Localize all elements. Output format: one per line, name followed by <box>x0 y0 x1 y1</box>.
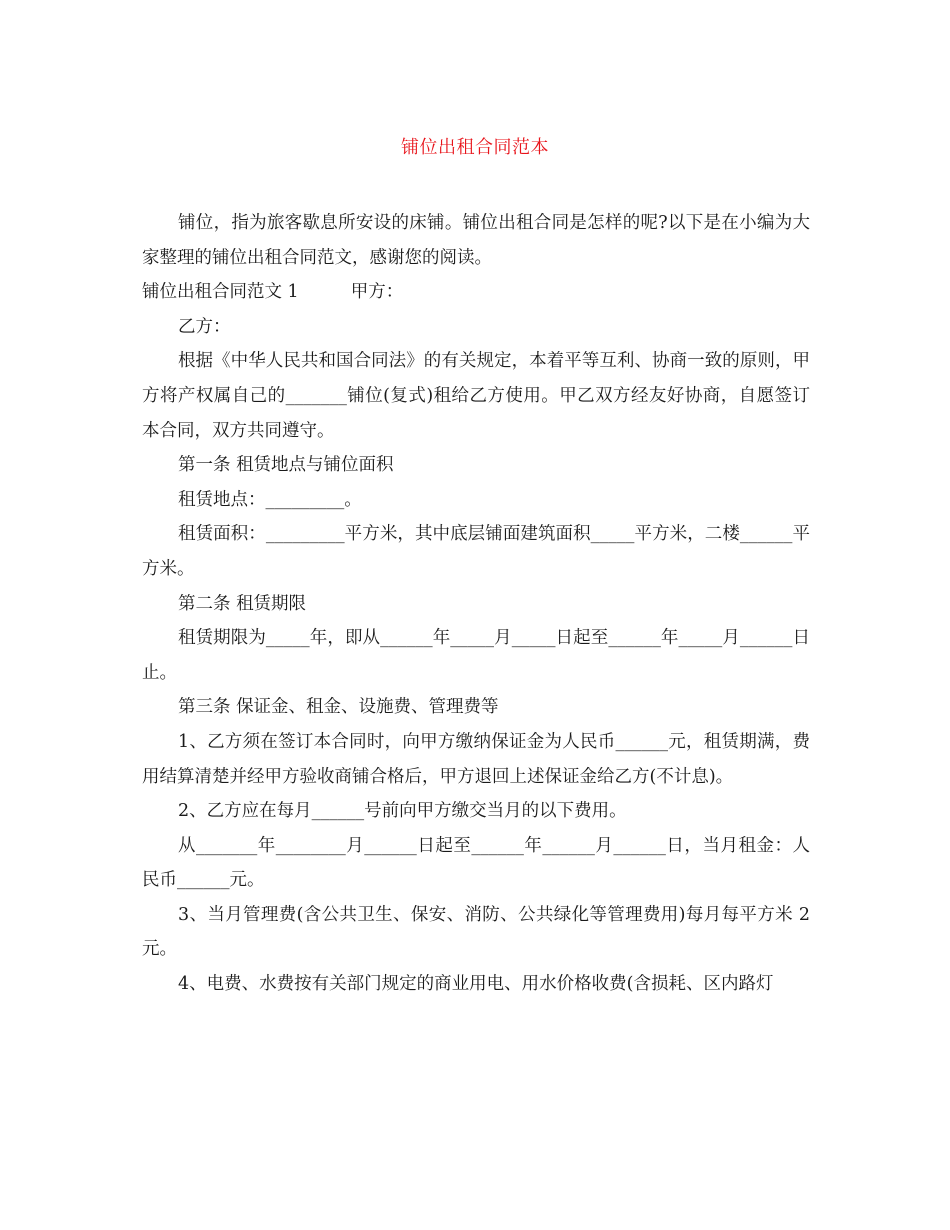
article-3-item-1: 1、乙方须在签订本合同时，向甲方缴纳保证金为人民币______元，租赁期满，费用结算清楚并经甲方验收商铺合格后，甲方退回上述保证金给乙方(不计息)。 <box>142 731 810 787</box>
article-2-term: 租赁期限为_____年，即从______年_____月_____日起至______年_____月______日止。 <box>142 628 810 683</box>
article-1-location: 租赁地点：_________。 <box>178 489 362 510</box>
article-3-item-3: 3、当月管理费(含公共卫生、保安、消防、公共绿化等管理费用)每月每平方米 2 元。 <box>142 904 810 960</box>
preamble-paragraph: 根据《中华人民共和国合同法》的有关规定，本着平等互利、协商一致的原则，甲方将产权属自己的_______铺位(复式)租给乙方使用。甲乙双方经友好协商，自愿签订本合同，双方共同遵守。 <box>142 351 810 441</box>
article-1-area: 租赁面积：_________平方米，其中底层铺面建筑面积_____平方米，二楼______平方米。 <box>142 524 810 579</box>
article-3-item-2: 2、乙方应在每月______号前向甲方缴交当月的以下费用。 <box>178 801 627 822</box>
article-1-title: 第一条 租赁地点与铺位面积 <box>178 455 394 476</box>
article-2-title: 第二条 租赁期限 <box>178 593 307 614</box>
section-heading: 铺位出租合同范文 1 <box>142 282 299 303</box>
article-3-item-2-detail: 从_______年________月______日起至______年______月______日，当月租金：人民币______元。 <box>142 835 810 891</box>
section-heading-line <box>142 275 810 310</box>
document-body <box>142 206 810 1002</box>
article-3-title: 第三条 保证金、租金、设施费、管理费等 <box>178 697 499 718</box>
party-b-label: 乙方： <box>178 316 231 337</box>
party-a-label: 甲方： <box>350 282 404 303</box>
document-title: 铺位出租合同范本 <box>401 137 549 158</box>
intro-paragraph: 铺位，指为旅客歇息所安设的床铺。铺位出租合同是怎样的呢?以下是在小编为大家整理的铺位出租合同范文，感谢您的阅读。 <box>142 213 810 268</box>
article-3-item-4: 4、电费、水费按有关部门规定的商业用电、用水价格收费(含损耗、区内路灯 <box>178 974 774 995</box>
